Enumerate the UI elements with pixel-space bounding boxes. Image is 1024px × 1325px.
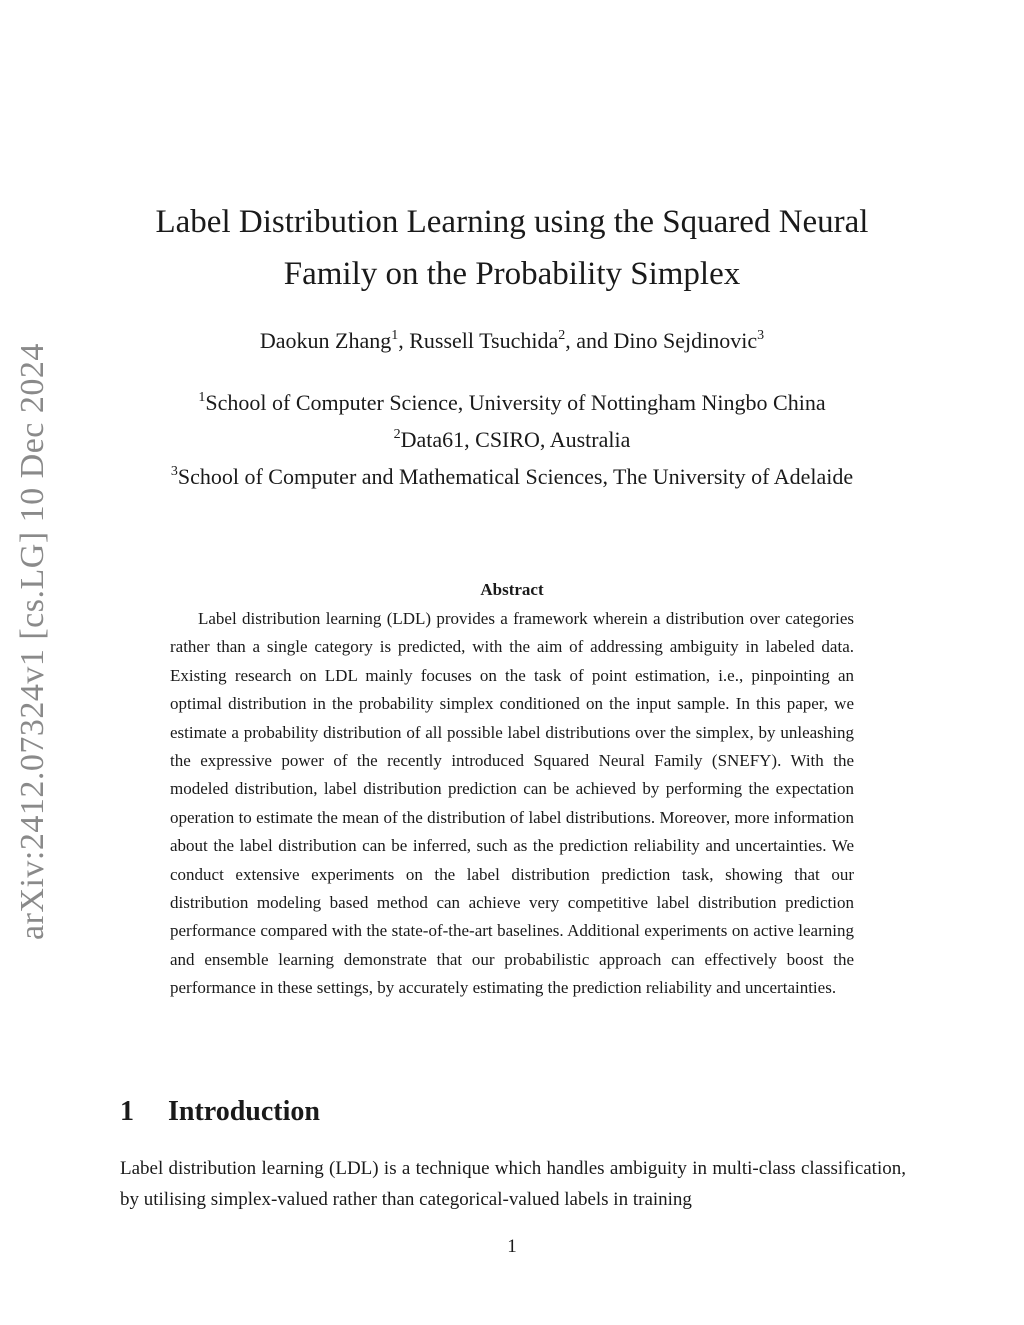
- affiliation-list: [110, 384, 914, 495]
- affiliation-text: School of Computer Science, University of Nottingham Ningbo China: [205, 390, 826, 415]
- affiliation-text: Data61, CSIRO, Australia: [400, 427, 631, 452]
- author-list: [110, 328, 914, 354]
- title-line-1: Label Distribution Learning using the Squared Neural: [155, 204, 869, 240]
- author-name: Dino Sejdinovic: [613, 328, 758, 353]
- author-affiliation-mark: 1: [391, 328, 399, 343]
- abstract-body: Label distribution learning (LDL) provides a framework wherein a distribution over categories rather than a single category is predicted, with the aim of addressing ambiguity in labeled data. Existing research on LDL mainly focuses on the task of point estimation, i.e., pinpointing an optimal distribution in the probability simplex conditioned on the input sample. In this paper, we estimate a probability distribution of all possible label distributions over the simplex, by unleashing the expressive power of the recently introduced Squared Neural Family (SNEFY). With the modeled distribution, label distribution prediction can be achieved by performing the expectation operation to estimate the mean of the distribution of label distributions. Moreover, more information about the label distribution can be inferred, such as the prediction reliability and uncertainties. We conduct extensive experiments on the label distribution prediction task, showing that our distribution modeling based method can achieve very competitive label distribution prediction performance compared with the state-of-the-art baselines. Additional experiments on active learning and ensemble learning demonstrate that our probabilistic approach can effectively boost the performance in these settings, by accurately estimating the prediction reliability and uncertainties.: [170, 609, 854, 998]
- title-line-2: Family on the Probability Simplex: [283, 256, 741, 292]
- affiliation-mark: 3: [170, 464, 178, 479]
- affiliation-mark: 1: [198, 390, 206, 405]
- author-affiliation-mark: 2: [558, 328, 566, 343]
- page-number: 1: [507, 1236, 517, 1257]
- section-heading-introduction: [120, 1096, 320, 1128]
- section-title: Introduction: [168, 1096, 320, 1127]
- author-name: Daokun Zhang: [259, 328, 392, 353]
- affiliation-text: School of Computer and Mathematical Sciences, The University of Adelaide: [177, 464, 854, 489]
- author-separator: ,: [398, 328, 410, 353]
- affiliation-2: [110, 421, 914, 458]
- author-name: Russell Tsuchida: [409, 328, 559, 353]
- author-separator: , and: [565, 328, 614, 353]
- introduction-paragraph: Label distribution learning (LDL) is a technique which handles ambiguity in multi-class classification, by utilising simplex-valued rather than categorical-valued labels in training: [120, 1158, 906, 1210]
- author-affiliation-mark: 3: [757, 328, 765, 343]
- abstract-heading: Abstract: [480, 580, 544, 599]
- section-number: 1: [120, 1096, 134, 1127]
- arxiv-identifier-stamp: arXiv:2412.07324v1 [cs.LG] 10 Dec 2024: [14, 343, 51, 940]
- affiliation-3: [110, 458, 914, 495]
- affiliation-mark: 2: [393, 427, 401, 442]
- paper-title: [110, 196, 914, 300]
- affiliation-1: [110, 384, 914, 421]
